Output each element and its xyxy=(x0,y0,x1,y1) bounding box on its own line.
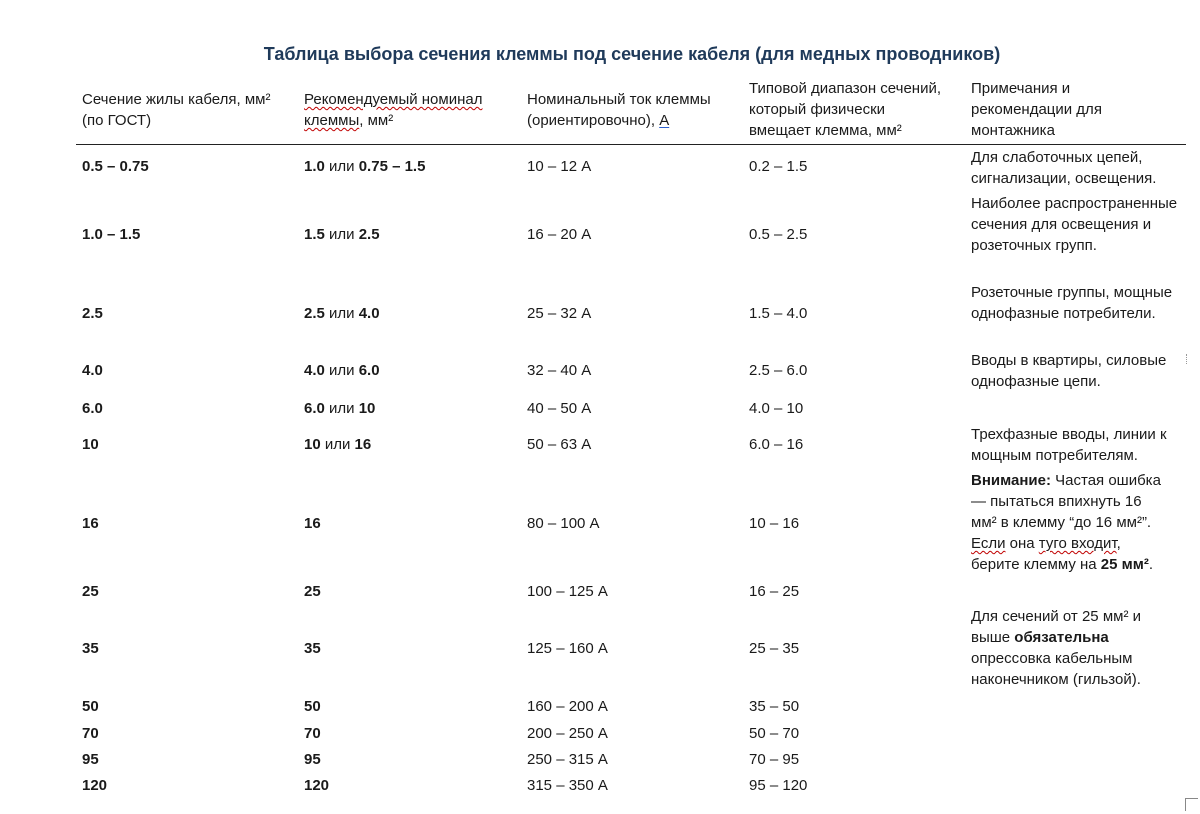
header-typical-range xyxy=(749,78,941,141)
cell-current: 100 – 125 А xyxy=(527,583,608,600)
cell-current: 250 – 315 А xyxy=(527,751,608,768)
cell-recommended xyxy=(304,434,371,455)
note-crimping-text-a: Для сечений от 25 мм² и выше xyxy=(971,608,1141,646)
cell-rec-or: или xyxy=(324,400,359,417)
cell-section: 10 xyxy=(82,436,99,453)
note-crimping-text-b: опрессовка кабельным наконечником (гильзой). xyxy=(971,650,1141,688)
cell-recommended xyxy=(304,398,375,419)
note-three-phase: Трехфазные вводы, линии к мощным потребителям. xyxy=(971,426,1167,464)
cell-rec-a: 120 xyxy=(304,777,330,794)
cell-range: 70 – 95 xyxy=(749,751,800,768)
cell-section: 25 xyxy=(82,583,99,600)
cell-section: 16 xyxy=(82,515,99,532)
cell-range: 6.0 – 16 xyxy=(749,436,804,453)
header-recommended-rating-line2 xyxy=(304,110,482,131)
cell-rec-b: 10 xyxy=(358,400,376,417)
note-socket-groups: Розеточные группы, мощные однофазные потребители. xyxy=(971,284,1173,322)
header-nominal-current-text: (ориентировочно), xyxy=(527,112,660,129)
cell-rec-a: 2.5 xyxy=(304,305,325,322)
cell-current: 315 – 350 А xyxy=(527,777,608,794)
note-low-current: Для слаботочных цепей, сигнализации, освещения. xyxy=(971,149,1157,187)
note-warning-label: Внимание: xyxy=(971,472,1051,489)
cell-rec-a: 35 xyxy=(304,640,321,657)
header-nominal-current-unit: А xyxy=(659,112,670,129)
cell-range: 4.0 – 10 xyxy=(749,400,804,417)
cell-section: 95 xyxy=(82,751,99,768)
header-notes-line3: монтажника xyxy=(971,122,1055,139)
cell-rec-or: или xyxy=(324,305,359,322)
cell-rec-b: 6.0 xyxy=(358,362,380,379)
cell-rec-or: или xyxy=(324,362,359,379)
cell-range: 25 – 35 xyxy=(749,640,800,657)
cell-section: 35 xyxy=(82,640,99,657)
cell-current: 50 – 63 А xyxy=(527,436,592,453)
cell-rec-a: 50 xyxy=(304,698,321,715)
header-nominal-current xyxy=(527,89,711,131)
cell-current: 32 – 40 А xyxy=(527,362,592,379)
header-divider xyxy=(76,144,1186,145)
note-crimping xyxy=(971,606,1161,690)
cell-recommended xyxy=(304,749,321,770)
cell-recommended xyxy=(304,513,321,534)
cell-current: 200 – 250 А xyxy=(527,725,608,742)
cell-section: 1.0 – 1.5 xyxy=(82,226,141,243)
cell-rec-a: 6.0 xyxy=(304,400,325,417)
header-recommended-rating xyxy=(304,89,482,131)
cell-rec-a: 10 xyxy=(304,436,321,453)
cell-rec-a: 1.0 xyxy=(304,158,325,175)
cell-range: 0.2 – 1.5 xyxy=(749,158,808,175)
cell-current: 125 – 160 А xyxy=(527,640,608,657)
cell-range: 95 – 120 xyxy=(749,777,808,794)
cell-section: 120 xyxy=(82,777,108,794)
header-cable-section-line2: (по ГОСТ) xyxy=(82,112,152,129)
cell-current: 80 – 100 А xyxy=(527,515,600,532)
table-edge-mark xyxy=(1186,354,1188,364)
cell-current: 40 – 50 А xyxy=(527,400,592,417)
header-typical-range-line1: Типовой диапазон сечений, xyxy=(749,80,942,97)
note-warning-text-a: Частая ошибка — пытаться впихнуть 16 мм² в клемму “до 16 мм²”. xyxy=(971,472,1161,531)
cell-range: 50 – 70 xyxy=(749,725,800,742)
cell-range: 16 – 25 xyxy=(749,583,800,600)
cell-rec-b: 4.0 xyxy=(358,305,380,322)
document-title: Таблица выбора сечения клеммы под сечение кабеля (для медных проводников) xyxy=(263,44,1001,64)
cell-current: 10 – 12 А xyxy=(527,158,592,175)
cell-rec-a: 4.0 xyxy=(304,362,325,379)
cell-rec-or: или xyxy=(324,158,359,175)
header-typical-range-line3: вмещает клемма, мм² xyxy=(749,122,902,139)
cell-rec-or: или xyxy=(320,436,355,453)
header-notes-line1: Примечания и xyxy=(971,80,1071,97)
note-warning-text-c: , берите клемму на xyxy=(971,535,1121,573)
cell-recommended xyxy=(304,723,321,744)
header-nominal-current-line1: Номинальный ток клеммы xyxy=(527,91,711,108)
header-notes xyxy=(971,78,1102,141)
cell-recommended xyxy=(304,696,321,717)
cell-section: 50 xyxy=(82,698,99,715)
note-warning-text-b: она xyxy=(1005,535,1039,552)
cell-section: 6.0 xyxy=(82,400,103,417)
cell-current: 16 – 20 А xyxy=(527,226,592,243)
cell-range: 1.5 – 4.0 xyxy=(749,305,808,322)
header-nominal-current-line2 xyxy=(527,110,711,131)
cell-section: 2.5 xyxy=(82,305,103,322)
header-recommended-word: клеммы xyxy=(304,112,360,129)
cell-range: 35 – 50 xyxy=(749,698,800,715)
header-cable-section xyxy=(82,89,270,131)
header-recommended-rating-line1: Рекомендуемый номинал xyxy=(304,91,483,108)
cell-section: 4.0 xyxy=(82,362,103,379)
header-recommended-unit: , мм² xyxy=(359,112,394,129)
cell-rec-a: 25 xyxy=(304,583,321,600)
cell-recommended xyxy=(304,775,329,796)
cell-recommended xyxy=(304,638,321,659)
note-common-sections: Наиболее распространенные сечения для освещения и розеточных групп. xyxy=(971,195,1178,254)
cell-rec-a: 1.5 xyxy=(304,226,325,243)
note-warning-squiggle-2: туго входит xyxy=(1038,535,1117,552)
cell-section: 70 xyxy=(82,725,99,742)
note-apartment-inputs: Вводы в квартиры, силовые однофазные цепи. xyxy=(971,352,1167,390)
cell-current: 25 – 32 А xyxy=(527,305,592,322)
cell-recommended xyxy=(304,303,380,324)
cell-range: 10 – 16 xyxy=(749,515,800,532)
cell-section: 0.5 – 0.75 xyxy=(82,158,149,175)
cell-recommended xyxy=(304,581,321,602)
cell-recommended xyxy=(304,360,380,381)
cell-rec-a: 95 xyxy=(304,751,321,768)
note-warning-size: 25 мм² xyxy=(1100,556,1149,573)
cell-rec-b: 2.5 xyxy=(358,226,380,243)
header-notes-line2: рекомендации для xyxy=(971,101,1102,118)
cell-rec-or: или xyxy=(324,226,359,243)
page-corner-mark xyxy=(1185,798,1198,811)
note-warning xyxy=(971,470,1171,575)
note-crimping-mandatory: обязательна xyxy=(1014,629,1109,646)
header-cable-section-line1: Сечение жилы кабеля, мм² xyxy=(82,91,271,108)
cell-rec-a: 70 xyxy=(304,725,321,742)
header-typical-range-line2: который физически xyxy=(749,101,886,118)
cell-recommended xyxy=(304,224,380,245)
cell-rec-b: 0.75 – 1.5 xyxy=(358,158,426,175)
cell-range: 2.5 – 6.0 xyxy=(749,362,808,379)
note-warning-text-d: . xyxy=(1148,556,1153,573)
cell-current: 160 – 200 А xyxy=(527,698,608,715)
note-warning-squiggle-1: Если xyxy=(971,535,1006,552)
cell-range: 0.5 – 2.5 xyxy=(749,226,808,243)
cell-recommended xyxy=(304,156,425,177)
cell-rec-b: 16 xyxy=(354,436,372,453)
cell-rec-a: 16 xyxy=(304,515,321,532)
